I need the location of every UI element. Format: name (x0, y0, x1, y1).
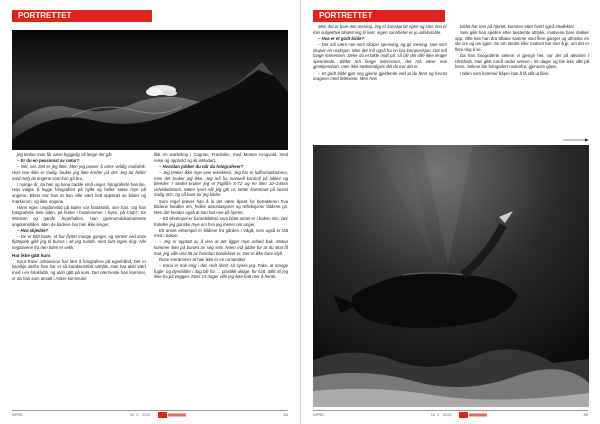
paragraph: fikk en workshop i Cognac, Frankrike, med Morten Krogvold, med reise og opphold og alt inkludert. (154, 152, 288, 163)
paragraph: Selv gikk han sjelden etter bestemte uttrykk, motivene bare dukker opp. Ofte kan han dra tilbake samme sted flere ganger og utforske en ide om og om igjen. Se om stedet eller motivet har mer å gi, om det er flere ting å se. (455, 30, 589, 52)
paragraph: Rune innrømmer at han ikke er en romantiker. (159, 256, 247, 262)
footer-issue: Nr. 2 · 2021 (431, 412, 452, 417)
right-page (300, 0, 600, 424)
paragraph: Men det er bare min mening. Jeg er kanskje litt egen og sær. Det er min subjektive tilnærming til livet, ingen sannheter er jo udiskutable. (313, 24, 447, 35)
paragraph: jeg tenker man får være hyggelig så lenge det går. (17, 152, 113, 157)
paragraph: Da han fotograferte selene vi gjengir her, var det på akvariet i Hirtshals. Han gikk rundt under selene i tre dager og ble ikke vått på bena. Selene ble fotografert nedenfra, gjennom glass. (455, 53, 589, 70)
paragraph: I mange år, da han og kona hadde små unger, fotograferte han lite. Han valgte å legge fotografien på hylla og heller satse mye på ungene. Ellers tror han at han ville vært helt oppslukt av bilder og mørkerom, og ikke ungene. (12, 181, 146, 204)
seal-photo (313, 145, 589, 407)
landscape-photo (12, 30, 288, 150)
right-text-column-2 (455, 24, 589, 134)
section-tag: PORTRETTET (12, 10, 152, 22)
footer-section: APRIL (313, 412, 325, 417)
footer-issue: Nr. 2 · 2021 (130, 412, 151, 417)
page-number: 85 (583, 412, 588, 417)
left-text-column-1 (12, 152, 146, 404)
landscape-photo-art (12, 30, 288, 150)
left-footer (12, 410, 288, 418)
paragraph: – Jeg tenker ikke mye over teknikken. Jeg har et fullformatkamera, men det bruker jeg ikke. Jeg må ha manuell kontroll på lukker og blender. I stedet bruker jeg et Fujifilm X-T2 og en liten 10–24mm vidvinkelzoom. Møter lyset når jeg går ut, setter kameraet på lavest mulig ISO, og så bare tar jeg bilder. (154, 169, 288, 198)
paragraph: – Er du en pessimist av natur? (17, 158, 80, 164)
paragraph: – Ett eksempel er barnebildene som blant annet er i boken min. Der forteller jeg ganske mye om hva jeg mener om unger. (154, 215, 288, 227)
paragraph: Ett annet eksempel er bildene fra gården i Vågå, som også er tatt med i boken. (154, 227, 288, 239)
paragraph: – Hva er et godt bilde? (318, 35, 365, 41)
paragraph: – Kona er nok enig i det. Helt ålreit, så synes jeg. Faks. at mange fugle- og dyrebilder i dag blir for … plastikk-aktige, for satt. Slikt vil jeg ikke ha på veggen. Etter 14 dager ville jeg ikke hatt mer å hente. (154, 263, 288, 280)
continue-arrow-icon (563, 138, 589, 142)
paragraph: I tiden som kommer håper han å få stilt ut flere (460, 70, 549, 76)
page-number: 84 (283, 412, 288, 417)
paragraph: – Nei, nei. Det er jeg ikke. Men jeg prøver å være veldig realistisk. Hvis noe ikke er mulig, bruker jeg ikke krefter på det. Jeg tar heller med meg de tingene som kan gå bra. (12, 164, 146, 181)
paragraph: Knut Rune Johansson har lært å fotografere på egenhånd. Det er kanskje derfor han har et så karakteristisk uttrykk. Han har aldri vært med i en fotoklubb, og aldri gått på kurs. Det nærmeste han kommer, er da han som ansatt i Asker kommune (12, 258, 146, 281)
paragraph: – Et godt bilde gjør seg gjerne gjeldende ved at du først og fremst reagerer med følelsene. Men hvis (313, 70, 447, 82)
magazine-logo-icon (158, 412, 186, 418)
seal-photo-art (313, 145, 589, 407)
paragraph: – Jeg er opptatt av å vise at det ligger mye arbeid bak. Maten kommer ikke på bordet av seg selv. Noen må jobbe for at du skal få mat, jeg ville vise litt av hvordan bondelivet er. Det er ikke bare idyll. (154, 239, 288, 256)
left-text-column-2 (154, 152, 288, 404)
right-text-column-1 (313, 24, 447, 140)
paragraph: Hans egen ungdomstid på Bøler var fantastisk, sier han. Og han fotograferte hele tiden, på fester i busslommer, i byen, på Club7, Sir Winston og gamle Jegerhallen. Han gjennomdokumenterte ungdomstiden. Men de bildene har han ikke lenger. (12, 204, 146, 227)
magazine-logo-icon (459, 412, 487, 418)
paragraph: Som regel prøver han å la det være åpent for betrakteren hva bildene handler om, hvilke assosiasjoner og refleksjoner bildene gir. Men det hender også at han har noe på hjertet. (154, 198, 288, 215)
section-tag: PORTRETTET (313, 10, 445, 22)
paragraph: – De er blitt borte. Vi har flyttet mange ganger, og senest ved siste flyttejobb gikk jeg til bunns i alt jeg hadde, men fant ingen ting. Alle negativene fra den tiden er vekk. (12, 233, 146, 251)
paragraph: – Hvordan jobber du når du fotograferer? (159, 163, 244, 169)
paragraph: – Det må være noe som skaper spenning, og gir mening. Noe som skaper en reaksjon. Men det må også ha en bra komposisjon. Det må fange interessen. Deler du et bilde midt på, så blir det ofte ikke lenger spennende. Bildet må fange interessen, det må være noe gjenkjennbart, men ikke nødvendigvis det du tror det er. (313, 41, 447, 70)
right-footer (313, 410, 588, 418)
paragraph: bildet har mer på hjertet, kommer etter hvert også intellektet. (460, 24, 575, 29)
paragraph: – Hva skjedde? (17, 227, 49, 233)
subheading: Har ikke gått kurs (12, 252, 51, 258)
footer-section: APRIL (12, 412, 24, 417)
